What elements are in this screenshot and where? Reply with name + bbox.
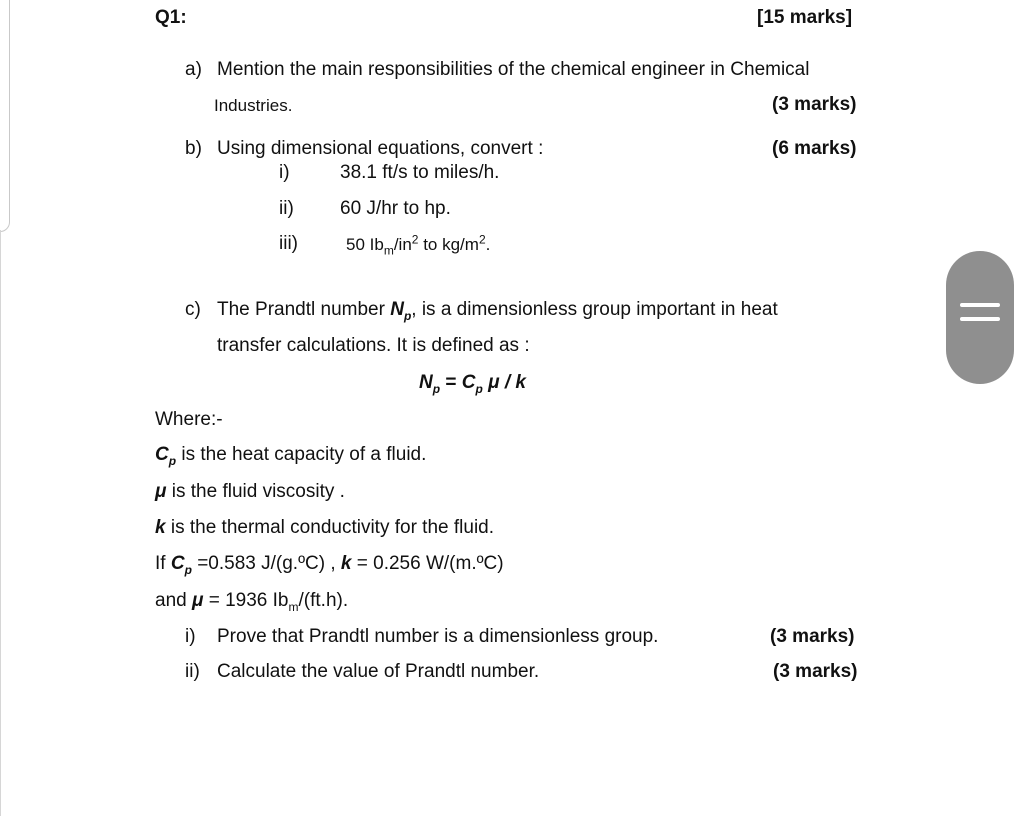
part-b-label: b) bbox=[185, 138, 202, 159]
part-c-text: The Prandtl number $N_p$, is a dimensionless group important in heat bbox=[217, 299, 778, 323]
part-a-marks: (3 marks) bbox=[772, 94, 857, 115]
part-b-item-text: 38.1 ft/s to miles/h. bbox=[340, 162, 500, 183]
part-b-item-number: i) bbox=[279, 162, 290, 183]
part-b-item-number: ii) bbox=[279, 198, 294, 219]
definition-cp: $C_p$ is the heat capacity of a fluid. bbox=[155, 444, 427, 468]
part-c-label: c) bbox=[185, 299, 201, 320]
given-viscosity: and μ = 1936 $Ib_m/(ft.h)$. bbox=[155, 590, 349, 614]
part-c-text-cont: transfer calculations. It is defined as : bbox=[217, 335, 530, 356]
sub-question-text: Prove that Prandtl number is a dimensionless group. bbox=[217, 626, 659, 647]
where-heading: Where:- bbox=[155, 409, 223, 430]
part-a-text: Mention the main responsibilities of the chemical engineer in Chemical bbox=[217, 59, 810, 80]
part-b-item-text: 60 J/hr to hp. bbox=[340, 198, 451, 219]
part-b-item-number: iii) bbox=[279, 233, 298, 254]
sub-question-marks: (3 marks) bbox=[773, 661, 858, 682]
part-a-label: a) bbox=[185, 59, 202, 80]
sub-question-marks: (3 marks) bbox=[770, 626, 855, 647]
part-b-text: Using dimensional equations, convert : bbox=[217, 138, 544, 159]
definition-k: k is the thermal conductivity for the fluid. bbox=[155, 517, 495, 538]
part-b-item-text: 50 $Ib_m/in^2$ to $kg/m^2$. bbox=[346, 232, 491, 258]
scroll-handle[interactable] bbox=[946, 251, 1014, 384]
total-marks: [15 marks] bbox=[757, 7, 853, 28]
grip-line-icon bbox=[960, 317, 1000, 321]
definition-mu: μ is the fluid viscosity . bbox=[155, 481, 345, 502]
part-b-marks: (6 marks) bbox=[772, 138, 857, 159]
given-values: If $C_p =0.583$ J/(g.ºC) , k = 0.256 W/(m.ºC) bbox=[155, 553, 504, 577]
sub-question-text: Calculate the value of Prandtl number. bbox=[217, 661, 540, 682]
page-border bbox=[0, 230, 1, 816]
sub-question-number: ii) bbox=[185, 661, 200, 682]
grip-line-icon bbox=[960, 303, 1000, 307]
page-edge bbox=[0, 0, 10, 232]
sub-question-number: i) bbox=[185, 626, 196, 647]
part-a-text-cont: Industries. bbox=[214, 96, 293, 115]
prandtl-formula: $N_p = C_p$ μ / k bbox=[419, 372, 526, 396]
question-number: Q1: bbox=[155, 7, 187, 28]
